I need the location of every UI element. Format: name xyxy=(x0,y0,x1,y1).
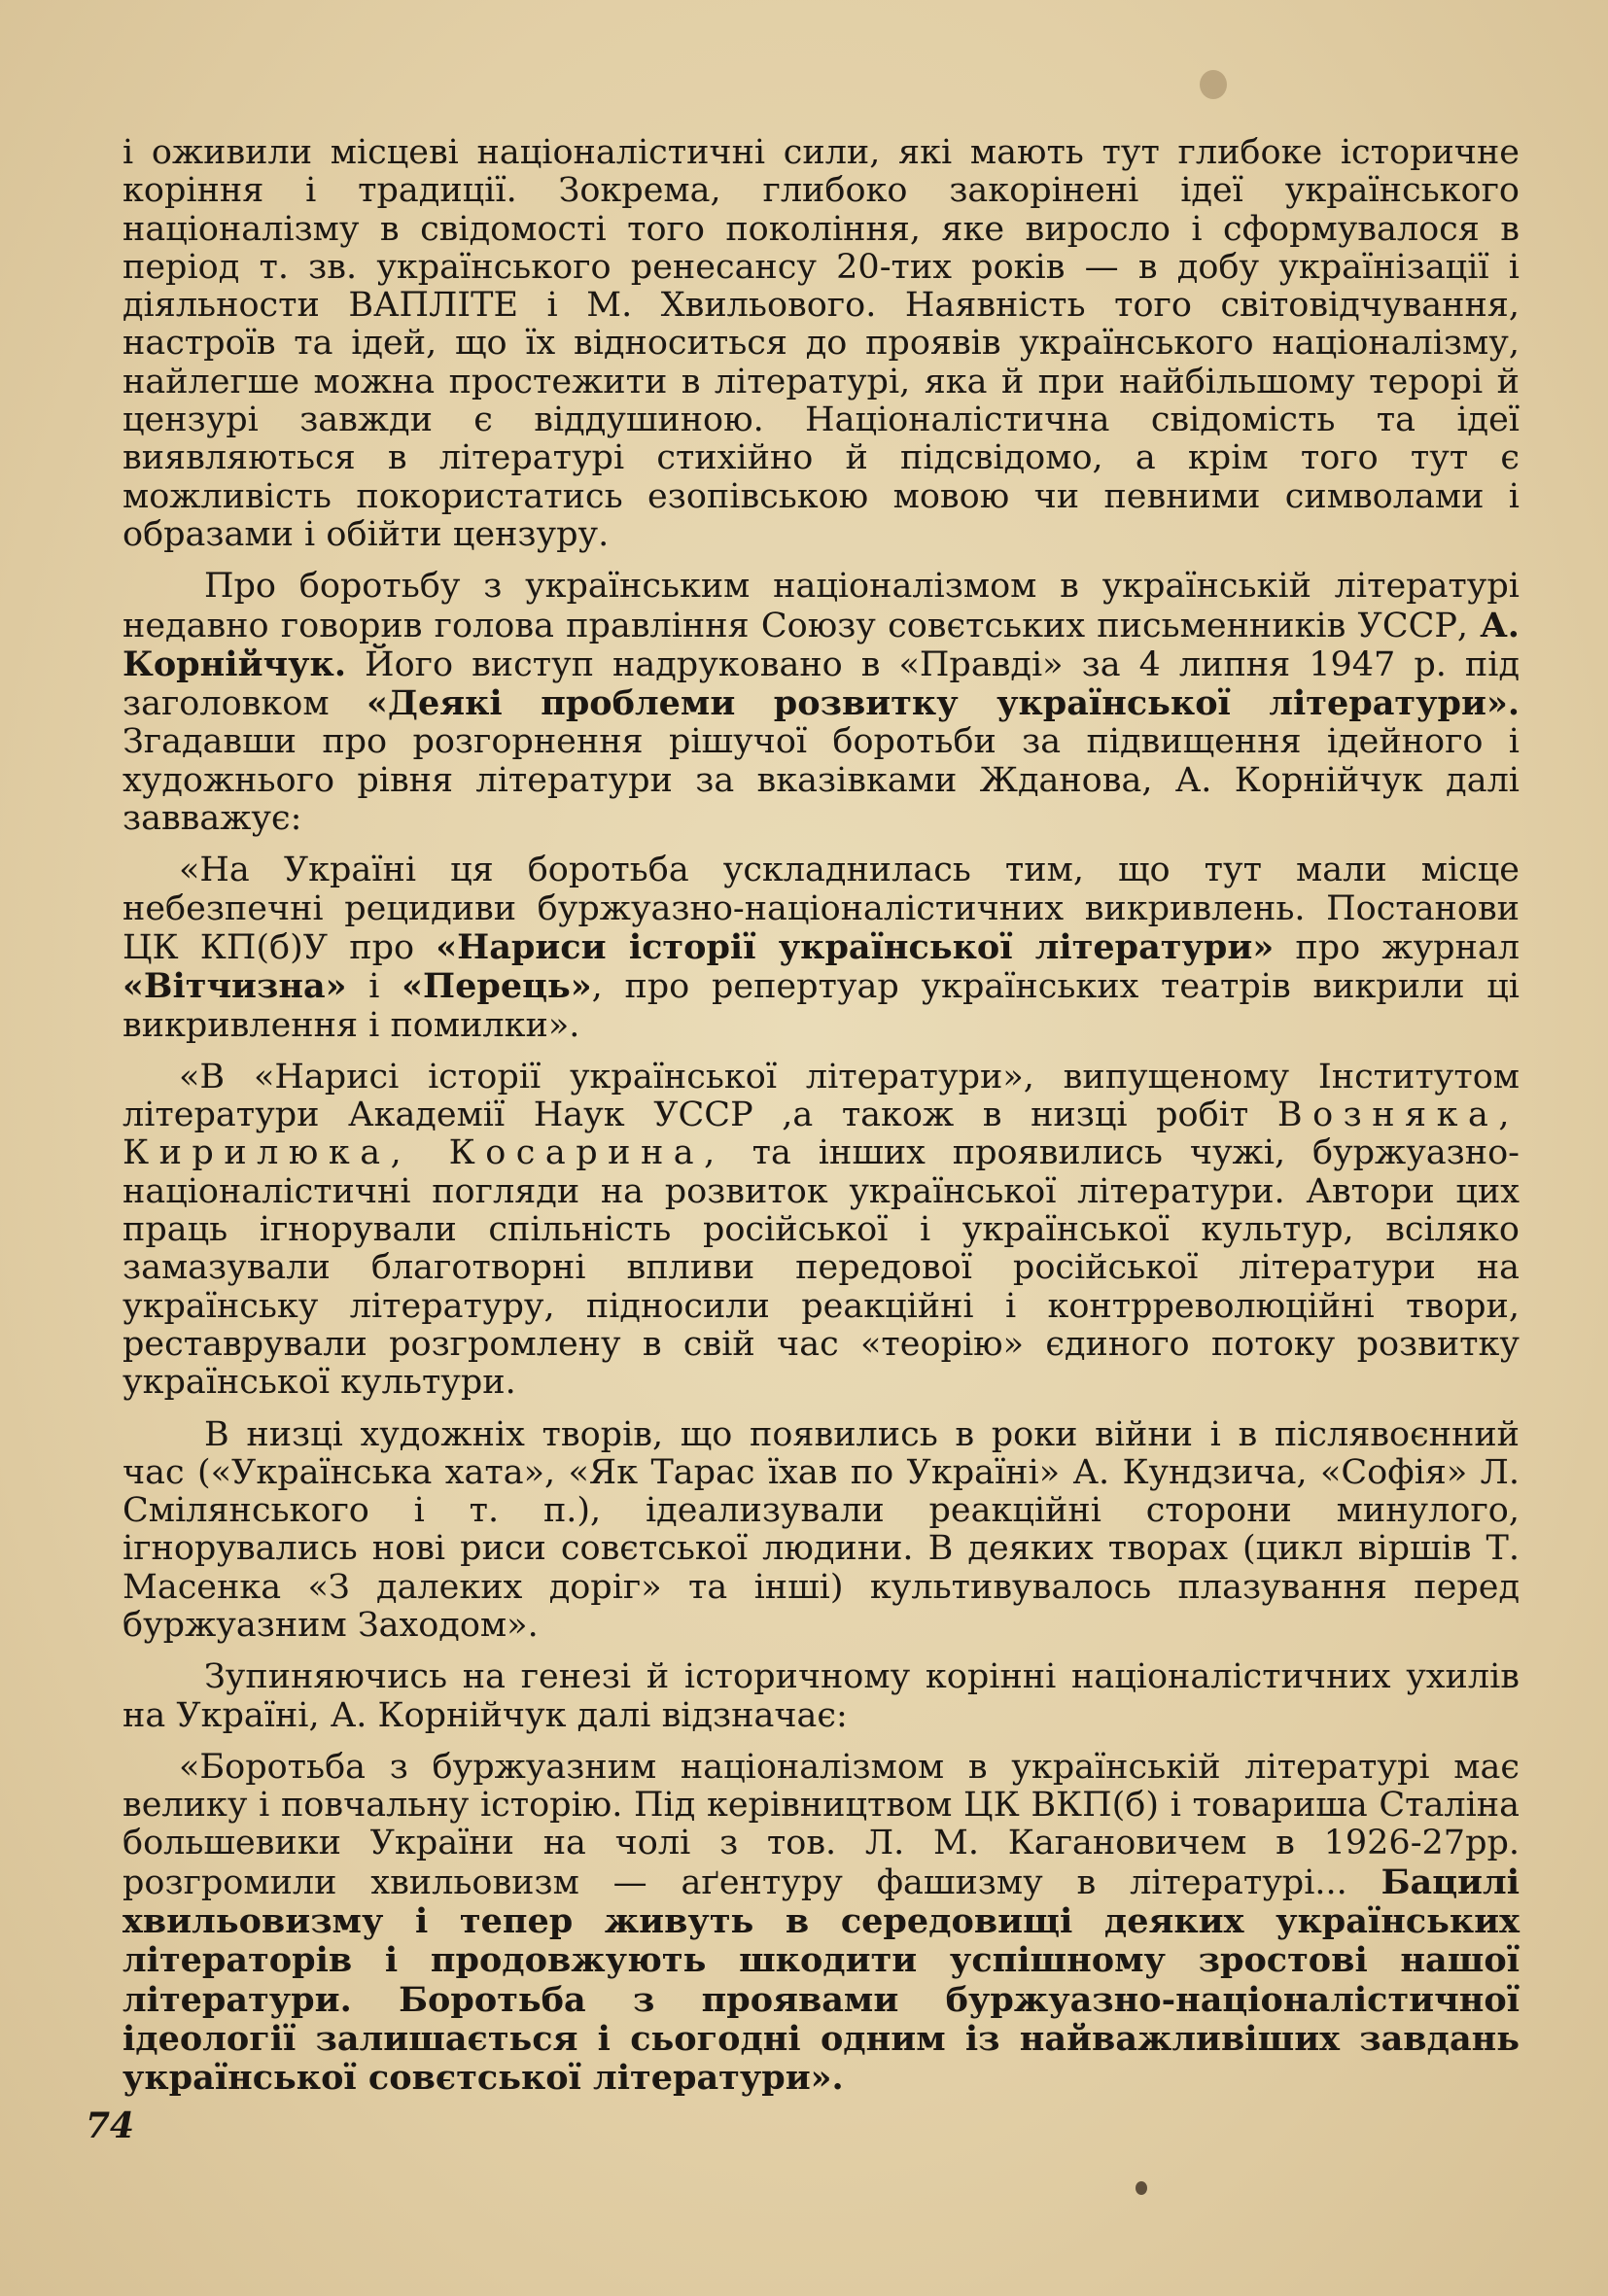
quote-1-text-e: і xyxy=(346,967,402,1007)
quote-2-text-a: «В «Нарисі історії української літератури», випущеному Інститутом літератури Академії Наук УССР ,а також в низці робіт xyxy=(122,1057,1520,1135)
paragraph-2-text-a: Про боротьбу з українським націоналізмом в українській літературі недавно говорив голова правління Союзу совєтських письменників УССР, xyxy=(122,567,1520,645)
paper-stain xyxy=(1136,2181,1147,2195)
author-name-bold: А. Корнійчук. xyxy=(122,605,1520,684)
quote-4-text-a: «Боротьба з буржуазним націоналізмом в українській літературі має велику і повчальну історію. Під керівництвом ЦК ВКП(б) і товариша Сталіна большевики України на чолі з тов. Л. М. Кагановичем в 1926-27рр. розгромили хвильовизм — аґентуру фашизму в літературі... xyxy=(122,1747,1520,1902)
quote-paragraph-4 xyxy=(122,1749,1520,2099)
quote-1-text-g: , про репертуар українських театрів викрили ці викривлення і помилки». xyxy=(122,967,1521,1045)
paragraph-1: і оживили місцеві націоналістичні сили, які мають тут глибоке історичне коріння і традиції. Зокрема, глибоко закорінені ідеї українського націоналізму в свідомості того покоління, яке виросло і сформувалося в період т. зв. українського ренесансу 20-тих років — в добу українізації і діяльности ВАПЛІТЕ і М. Хвильового. Наявність того світовідчування, настроїв та ідей, що їх відноситься до проявів українського націоналізму, найлегше можна простежити в літературі, яка й при найбільшому терорі й цензурі завжди є віддушиною. Націоналістична свідомість та ідеї виявляються в літературі стихійно й підсвідомо, а крім того тут є можливість покористатись езопівською мовою чи певними символами і образами і обійти цензуру. xyxy=(122,133,1520,554)
quote-4-bold-text: Бацилі хвильовизму і тепер живуть в середовищі деяких українських літераторів і продовжують шкодити успішному зростові нашої літератури. Боротьба з проявами буржуазно-націоналістичної ідеології залишається і сьогодні одним із найважливіших завдань української совєтської літератури». xyxy=(122,1861,1520,2099)
quote-1-text-a: «На Україні ця боротьба ускладнилась тим, що тут мали місце небезпечні рецидиви буржуазно-націоналістичних викривлень. Постанови ЦК КП(б)У про xyxy=(122,851,1520,967)
body-text xyxy=(122,134,1520,2112)
quote-1-title-bold: «Нариси історії української літератури» xyxy=(436,926,1275,967)
spaced-author-names: Возняка, Кирилюка, Косарина, xyxy=(122,1096,1520,1173)
journal-vitchyzna-bold: «Вітчизна» xyxy=(122,966,347,1007)
quote-paragraph-2 xyxy=(122,1059,1520,1403)
paragraph-2 xyxy=(122,568,1520,838)
quote-paragraph-3: В низці художніх творів, що появились в роки війни і в післявоєнний час («Українська хата», «Як Тарас їхав по Україні» А. Кундзича, «Софія» Л. Смілянського і т. п.), ідеализували реакційні сторони минулого, ігнорувались нові риси совєтської людини. В деяких творах (цикл віршів Т. Масенка «З далеких доріг» та інші) культивувалось плазування перед буржуазним Заходом». xyxy=(122,1414,1520,1645)
page-number: 74 xyxy=(86,2105,135,2146)
paragraph-6: Зупиняючись на генезі й історичному корінні націоналістичних ухилів на Україні, А. Корнійчук далі відзначає: xyxy=(122,1657,1520,1735)
journal-perets-bold: «Перець» xyxy=(402,966,592,1007)
quote-1-text-c: про журнал xyxy=(1274,927,1520,967)
quote-2-text-c: та інших проявились чужі, буржуазно-націоналістичні погляди на розвиток української літератури. Автори цих праць ігнорували спільність російської і української культур, всіляко замазували благотворні впливи передової російської літератури на українську літературу, підносили реакційні і контрреволюційні твори, реставрували розгромлену в свій час «теорію» єдиного потоку розвитку української культури. xyxy=(122,1133,1520,1403)
article-title-bold: «Деякі проблеми розвитку української літератури». xyxy=(367,683,1520,724)
paragraph-2-text-c: Його виступ надруковано в «Правді» за 4 липня 1947 р. під заголовком xyxy=(122,644,1520,724)
paragraph-2-text-e: Згадавши про розгорнення рішучої боротьби за підвищення ідейного і художнього рівня літератури за вказівками Жданова, А. Корнійчук далі завважує: xyxy=(122,722,1520,839)
quote-paragraph-1 xyxy=(122,852,1520,1044)
paper-stain xyxy=(1200,70,1227,99)
